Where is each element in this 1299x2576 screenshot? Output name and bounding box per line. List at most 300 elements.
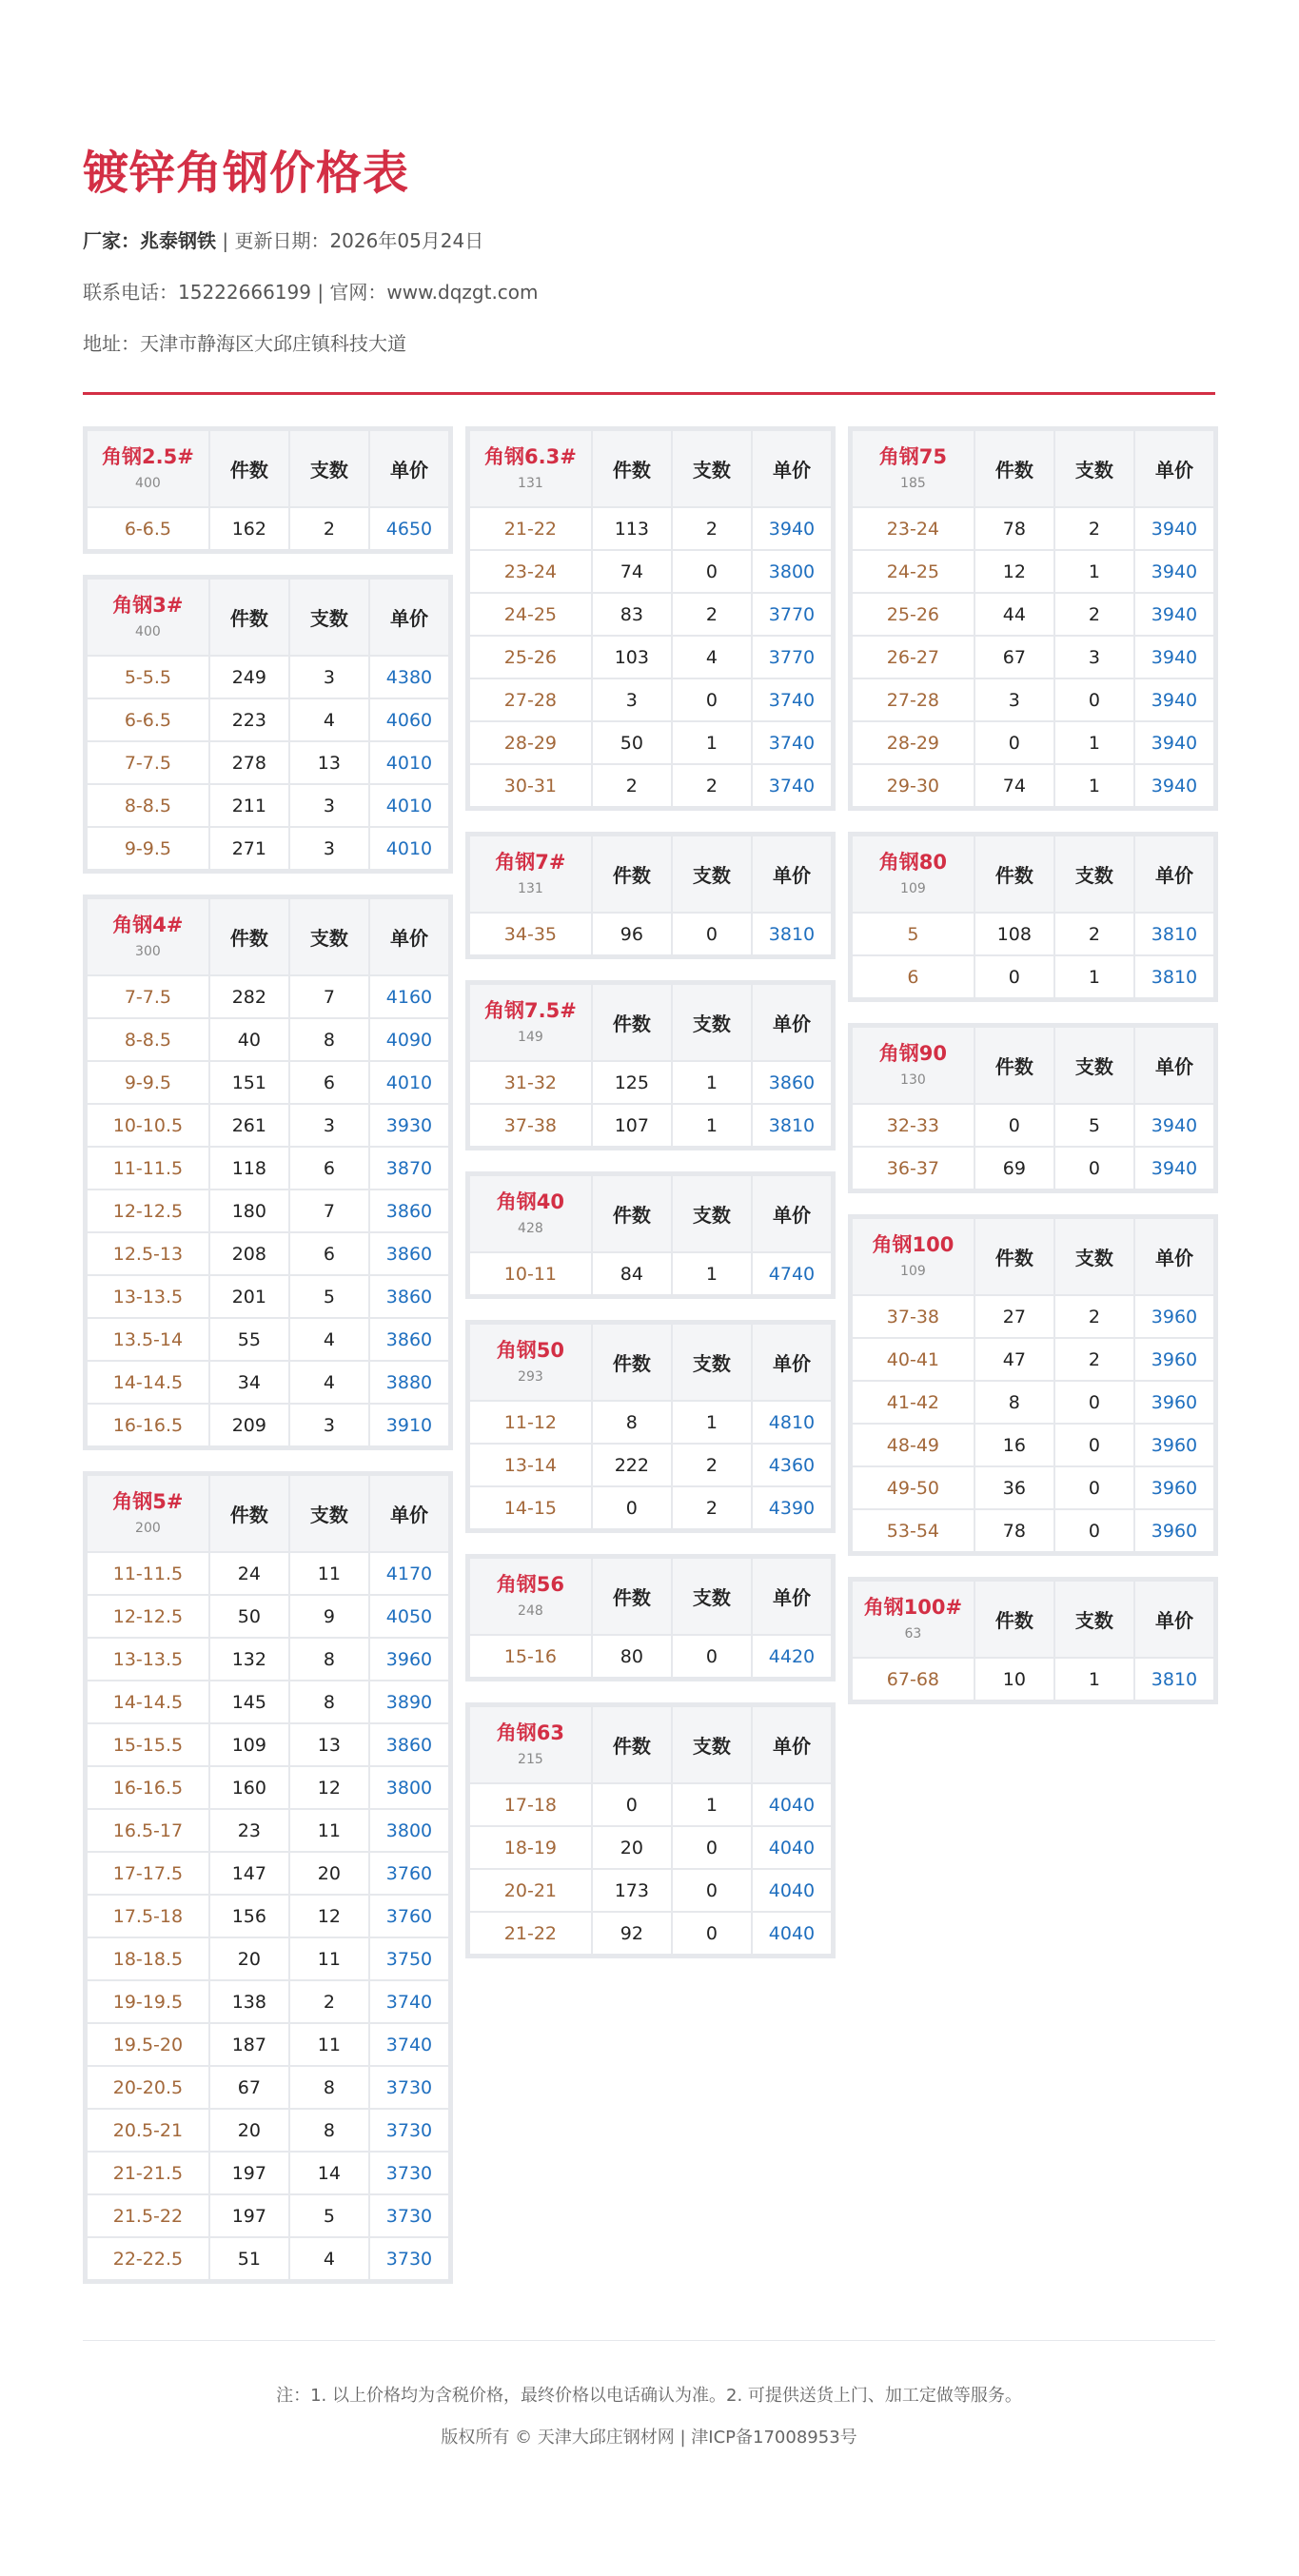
table-row	[852, 636, 1214, 678]
pcs-header: 支数	[289, 1475, 369, 1552]
qty-cell: 223	[209, 698, 289, 741]
pcs-cell: 2	[289, 507, 369, 550]
header-divider	[83, 392, 1215, 395]
qty-cell: 108	[974, 913, 1054, 955]
table-row	[469, 721, 832, 764]
price-cell: 4040	[752, 1869, 832, 1912]
price-cell: 3810	[1134, 913, 1214, 955]
pcs-cell: 2	[1054, 593, 1134, 636]
pcs-header: 支数	[289, 430, 369, 507]
product-count: 400	[135, 624, 161, 639]
table-row	[852, 1338, 1214, 1381]
price-table-grid	[468, 1705, 833, 1956]
spec-cell: 9-9.5	[87, 827, 209, 870]
table-row	[469, 636, 832, 678]
price-table	[465, 426, 836, 811]
pcs-cell: 8	[289, 2109, 369, 2152]
spec-cell: 5-5.5	[87, 656, 209, 698]
price-table-grid	[468, 429, 833, 808]
table-header-row	[469, 1324, 832, 1401]
qty-header: 件数	[592, 836, 672, 913]
pcs-cell: 5	[289, 2194, 369, 2237]
qty-cell: 20	[592, 1826, 672, 1869]
table-row	[87, 1018, 449, 1061]
product-name: 角钢50	[496, 1339, 565, 1362]
spec-header	[469, 836, 592, 913]
product-count: 215	[518, 1752, 543, 1767]
price-table	[465, 1171, 836, 1299]
qty-cell: 145	[209, 1681, 289, 1723]
qty-cell: 208	[209, 1232, 289, 1275]
spec-cell: 6-6.5	[87, 507, 209, 550]
table-header-row	[852, 1218, 1214, 1295]
pcs-cell: 4	[289, 2237, 369, 2280]
product-count: 293	[518, 1369, 543, 1385]
pcs-cell: 11	[289, 1937, 369, 1980]
pcs-cell: 2	[1054, 913, 1134, 955]
spec-header	[87, 1475, 209, 1552]
qty-header: 件数	[974, 836, 1054, 913]
spec-cell: 7-7.5	[87, 741, 209, 784]
table-row	[87, 1361, 449, 1404]
spec-cell: 32-33	[852, 1104, 974, 1147]
qty-cell: 23	[209, 1809, 289, 1852]
pcs-cell: 11	[289, 1552, 369, 1595]
pcs-header: 支数	[289, 579, 369, 656]
table-row	[852, 593, 1214, 636]
pcs-cell: 1	[672, 1783, 752, 1826]
qty-cell: 249	[209, 656, 289, 698]
table-header-row	[87, 898, 449, 975]
table-row	[469, 1252, 832, 1295]
table-row	[469, 1401, 832, 1444]
price-header: 单价	[1134, 1218, 1214, 1295]
qty-cell: 96	[592, 913, 672, 955]
price-table	[465, 1702, 836, 1958]
spec-cell: 27-28	[469, 678, 592, 721]
table-header-row	[469, 984, 832, 1061]
spec-header	[852, 1027, 974, 1104]
pcs-cell: 3	[1054, 636, 1134, 678]
qty-cell: 16	[974, 1424, 1054, 1466]
qty-cell: 10	[974, 1658, 1054, 1701]
spec-header	[469, 430, 592, 507]
table-row	[469, 507, 832, 550]
table-row	[87, 1681, 449, 1723]
footer-copyright: 版权所有 © 天津大邱庄钢材网 | 津ICP备17008953号	[441, 2428, 857, 2448]
pcs-cell: 0	[672, 1912, 752, 1955]
price-cell: 3940	[1134, 678, 1214, 721]
qty-header: 件数	[592, 1324, 672, 1401]
qty-cell: 271	[209, 827, 289, 870]
product-name: 角钢80	[878, 851, 948, 874]
table-row	[852, 1466, 1214, 1509]
spec-cell: 12-12.5	[87, 1190, 209, 1232]
price-cell: 3940	[1134, 636, 1214, 678]
product-count: 300	[135, 944, 161, 959]
spec-cell: 10-10.5	[87, 1104, 209, 1147]
qty-cell: 27	[974, 1295, 1054, 1338]
pcs-cell: 3	[289, 784, 369, 827]
pcs-cell: 11	[289, 2023, 369, 2066]
qty-cell: 107	[592, 1104, 672, 1147]
table-row	[469, 678, 832, 721]
table-row	[852, 507, 1214, 550]
price-cell: 3940	[1134, 1104, 1214, 1147]
product-count: 130	[900, 1072, 926, 1088]
spec-cell: 11-11.5	[87, 1147, 209, 1190]
price-header: 单价	[369, 898, 449, 975]
product-count: 149	[518, 1030, 543, 1045]
table-row	[87, 698, 449, 741]
price-cell: 3890	[369, 1681, 449, 1723]
price-cell: 3740	[752, 678, 832, 721]
price-cell: 3960	[1134, 1338, 1214, 1381]
table-row	[87, 2194, 449, 2237]
pcs-cell: 4	[289, 698, 369, 741]
price-cell: 4090	[369, 1018, 449, 1061]
price-header: 单价	[1134, 836, 1214, 913]
table-header-row	[469, 1706, 832, 1783]
qty-cell: 201	[209, 1275, 289, 1318]
price-cell: 3800	[369, 1766, 449, 1809]
pcs-cell: 4	[289, 1318, 369, 1361]
table-row	[852, 721, 1214, 764]
price-cell: 3810	[752, 913, 832, 955]
price-table	[848, 1023, 1218, 1193]
spec-header	[87, 430, 209, 507]
product-name: 角钢75	[878, 445, 948, 468]
table-row	[469, 1444, 832, 1486]
pcs-header: 支数	[289, 898, 369, 975]
qty-cell: 84	[592, 1252, 672, 1295]
table-row	[852, 764, 1214, 807]
table-row	[87, 2023, 449, 2066]
pcs-header: 支数	[672, 1706, 752, 1783]
qty-cell: 0	[974, 721, 1054, 764]
table-header-row	[469, 430, 832, 507]
price-table-grid	[851, 1217, 1215, 1553]
qty-cell: 51	[209, 2237, 289, 2280]
price-header: 单价	[369, 1475, 449, 1552]
pcs-cell: 1	[672, 1104, 752, 1147]
price-cell: 3960	[1134, 1424, 1214, 1466]
table-header-row	[87, 579, 449, 656]
pcs-cell: 1	[672, 1061, 752, 1104]
qty-cell: 40	[209, 1018, 289, 1061]
price-cell: 3810	[1134, 1658, 1214, 1701]
spec-cell: 20.5-21	[87, 2109, 209, 2152]
table-header-row	[469, 836, 832, 913]
price-cell: 4050	[369, 1595, 449, 1638]
price-header: 单价	[752, 1706, 832, 1783]
pcs-cell: 6	[289, 1232, 369, 1275]
spec-cell: 23-24	[469, 550, 592, 593]
table-row	[852, 913, 1214, 955]
product-name: 角钢63	[496, 1721, 565, 1744]
table-row	[469, 1061, 832, 1104]
spec-cell: 17.5-18	[87, 1895, 209, 1937]
footer-note: 注：1. 以上价格均为含税价格，最终价格以电话确认为准。2. 可提供送货上门、加工定做等服务。	[276, 2386, 1022, 2406]
qty-header: 件数	[974, 1218, 1054, 1295]
qty-header: 件数	[592, 1175, 672, 1252]
qty-cell: 67	[209, 2066, 289, 2109]
qty-cell: 0	[592, 1783, 672, 1826]
spec-cell: 20-21	[469, 1869, 592, 1912]
price-cell: 3810	[1134, 955, 1214, 998]
price-cell: 4040	[752, 1783, 832, 1826]
price-table	[83, 1471, 453, 2284]
address-info: 地址：天津市静海区大邱庄镇科技大道	[83, 332, 406, 355]
pcs-cell: 2	[672, 1444, 752, 1486]
pcs-cell: 12	[289, 1895, 369, 1937]
product-name: 角钢5#	[112, 1490, 184, 1513]
table-row	[87, 507, 449, 550]
pcs-cell: 8	[289, 1018, 369, 1061]
price-cell: 3960	[1134, 1381, 1214, 1424]
pcs-cell: 5	[1054, 1104, 1134, 1147]
table-row	[87, 1190, 449, 1232]
price-cell: 3940	[1134, 550, 1214, 593]
price-cell: 3940	[752, 507, 832, 550]
update-date: | 更新日期：2026年05月24日	[222, 229, 484, 252]
spec-cell: 30-31	[469, 764, 592, 807]
product-count: 248	[518, 1603, 543, 1619]
product-name: 角钢56	[496, 1573, 565, 1596]
price-table	[848, 1577, 1218, 1704]
table-row	[852, 678, 1214, 721]
table-row	[469, 1912, 832, 1955]
price-cell: 4040	[752, 1826, 832, 1869]
spec-cell: 24-25	[469, 593, 592, 636]
qty-cell: 0	[974, 955, 1054, 998]
spec-cell: 41-42	[852, 1381, 974, 1424]
table-header-row	[87, 430, 449, 507]
price-cell: 3760	[369, 1895, 449, 1937]
qty-cell: 36	[974, 1466, 1054, 1509]
price-cell: 3860	[369, 1275, 449, 1318]
table-row	[87, 1766, 449, 1809]
spec-header	[469, 1324, 592, 1401]
table-row	[469, 1486, 832, 1529]
spec-cell: 34-35	[469, 913, 592, 955]
column-3	[848, 426, 1218, 1725]
table-row	[87, 975, 449, 1018]
pcs-cell: 0	[1054, 1147, 1134, 1190]
spec-cell: 21.5-22	[87, 2194, 209, 2237]
table-row	[852, 1658, 1214, 1701]
spec-header	[87, 898, 209, 975]
price-cell: 3730	[369, 2152, 449, 2194]
qty-header: 件数	[592, 984, 672, 1061]
price-cell: 3940	[1134, 721, 1214, 764]
table-header-row	[852, 430, 1214, 507]
price-cell: 3940	[1134, 507, 1214, 550]
price-table-grid	[86, 429, 450, 551]
spec-cell: 15-15.5	[87, 1723, 209, 1766]
price-cell: 3960	[1134, 1466, 1214, 1509]
spec-cell: 14-15	[469, 1486, 592, 1529]
table-row	[469, 764, 832, 807]
price-cell: 3910	[369, 1404, 449, 1446]
price-cell: 4810	[752, 1401, 832, 1444]
price-cell: 3860	[369, 1318, 449, 1361]
spec-cell: 10-11	[469, 1252, 592, 1295]
table-row	[87, 827, 449, 870]
table-row	[469, 550, 832, 593]
spec-cell: 27-28	[852, 678, 974, 721]
spec-cell: 19.5-20	[87, 2023, 209, 2066]
qty-cell: 55	[209, 1318, 289, 1361]
header	[83, 143, 1215, 369]
pcs-cell: 1	[1054, 550, 1134, 593]
pcs-cell: 0	[1054, 1381, 1134, 1424]
price-cell: 3940	[1134, 593, 1214, 636]
table-row	[852, 955, 1214, 998]
qty-cell: 44	[974, 593, 1054, 636]
qty-cell: 118	[209, 1147, 289, 1190]
column-1	[83, 426, 453, 2305]
pcs-cell: 0	[672, 678, 752, 721]
table-row	[87, 741, 449, 784]
table-row	[87, 1852, 449, 1895]
spec-cell: 18-18.5	[87, 1937, 209, 1980]
price-cell: 3860	[369, 1190, 449, 1232]
table-row	[852, 550, 1214, 593]
spec-cell: 17-18	[469, 1783, 592, 1826]
table-row	[852, 1147, 1214, 1190]
table-row	[469, 1635, 832, 1678]
table-row	[87, 1061, 449, 1104]
spec-cell: 12-12.5	[87, 1595, 209, 1638]
pcs-cell: 3	[289, 827, 369, 870]
pcs-header: 支数	[672, 1175, 752, 1252]
qty-header: 件数	[974, 430, 1054, 507]
product-count: 400	[135, 476, 161, 491]
price-header: 单价	[1134, 1027, 1214, 1104]
price-header: 单价	[1134, 430, 1214, 507]
qty-cell: 103	[592, 636, 672, 678]
qty-header: 件数	[592, 1558, 672, 1635]
price-cell: 4040	[752, 1912, 832, 1955]
qty-cell: 160	[209, 1766, 289, 1809]
spec-cell: 67-68	[852, 1658, 974, 1701]
price-cell: 3860	[369, 1232, 449, 1275]
spec-header	[852, 1581, 974, 1658]
qty-cell: 3	[592, 678, 672, 721]
table-row	[87, 1147, 449, 1190]
pcs-header: 支数	[1054, 1027, 1134, 1104]
qty-cell: 197	[209, 2194, 289, 2237]
pcs-cell: 1	[1054, 721, 1134, 764]
pcs-cell: 13	[289, 741, 369, 784]
spec-cell: 26-27	[852, 636, 974, 678]
spec-cell: 6	[852, 955, 974, 998]
spec-cell: 37-38	[852, 1295, 974, 1338]
pcs-cell: 13	[289, 1723, 369, 1766]
table-row	[469, 913, 832, 955]
table-row	[87, 1937, 449, 1980]
pcs-cell: 2	[672, 764, 752, 807]
table-row	[87, 1638, 449, 1681]
price-table	[848, 1214, 1218, 1556]
spec-cell: 37-38	[469, 1104, 592, 1147]
pcs-cell: 8	[289, 1681, 369, 1723]
pcs-cell: 2	[289, 1980, 369, 2023]
qty-cell: 197	[209, 2152, 289, 2194]
spec-header	[469, 984, 592, 1061]
price-cell: 4740	[752, 1252, 832, 1295]
table-row	[87, 2237, 449, 2280]
price-cell: 3740	[752, 721, 832, 764]
pcs-cell: 0	[1054, 1509, 1134, 1552]
spec-cell: 14-14.5	[87, 1681, 209, 1723]
price-header: 单价	[752, 1175, 832, 1252]
qty-cell: 180	[209, 1190, 289, 1232]
price-cell: 4650	[369, 507, 449, 550]
product-name: 角钢90	[878, 1042, 948, 1065]
qty-cell: 78	[974, 1509, 1054, 1552]
table-row	[87, 1104, 449, 1147]
price-cell: 3960	[1134, 1509, 1214, 1552]
product-name: 角钢4#	[112, 914, 184, 936]
price-cell: 3940	[1134, 764, 1214, 807]
qty-cell: 69	[974, 1147, 1054, 1190]
product-count: 185	[900, 476, 926, 491]
price-header: 单价	[369, 579, 449, 656]
qty-header: 件数	[974, 1581, 1054, 1658]
pcs-cell: 0	[1054, 1466, 1134, 1509]
spec-cell: 14-14.5	[87, 1361, 209, 1404]
product-count: 428	[518, 1221, 543, 1236]
pcs-cell: 0	[1054, 678, 1134, 721]
pcs-cell: 8	[289, 1638, 369, 1681]
pcs-cell: 3	[289, 1104, 369, 1147]
spec-cell: 22-22.5	[87, 2237, 209, 2280]
spec-cell: 49-50	[852, 1466, 974, 1509]
price-cell: 3730	[369, 2237, 449, 2280]
table-row	[87, 2152, 449, 2194]
qty-cell: 74	[592, 550, 672, 593]
qty-cell: 20	[209, 2109, 289, 2152]
qty-cell: 109	[209, 1723, 289, 1766]
pcs-cell: 5	[289, 1275, 369, 1318]
pcs-cell: 1	[1054, 955, 1134, 998]
qty-cell: 34	[209, 1361, 289, 1404]
price-table-grid	[468, 983, 833, 1148]
pcs-cell: 3	[289, 1404, 369, 1446]
price-table-grid	[468, 1323, 833, 1530]
qty-cell: 80	[592, 1635, 672, 1678]
spec-cell: 24-25	[852, 550, 974, 593]
qty-cell: 162	[209, 507, 289, 550]
spec-cell: 17-17.5	[87, 1852, 209, 1895]
price-table-grid	[851, 835, 1215, 999]
table-row	[87, 1232, 449, 1275]
qty-cell: 67	[974, 636, 1054, 678]
price-cell: 3760	[369, 1852, 449, 1895]
qty-cell: 0	[974, 1104, 1054, 1147]
spec-cell: 25-26	[469, 636, 592, 678]
page-title: 镀锌角钢价格表	[83, 147, 410, 200]
price-table-grid	[468, 1557, 833, 1679]
spec-cell: 18-19	[469, 1826, 592, 1869]
spec-cell: 8-8.5	[87, 784, 209, 827]
qty-cell: 83	[592, 593, 672, 636]
price-cell: 3940	[1134, 1147, 1214, 1190]
price-cell: 3740	[369, 2023, 449, 2066]
spec-cell: 7-7.5	[87, 975, 209, 1018]
